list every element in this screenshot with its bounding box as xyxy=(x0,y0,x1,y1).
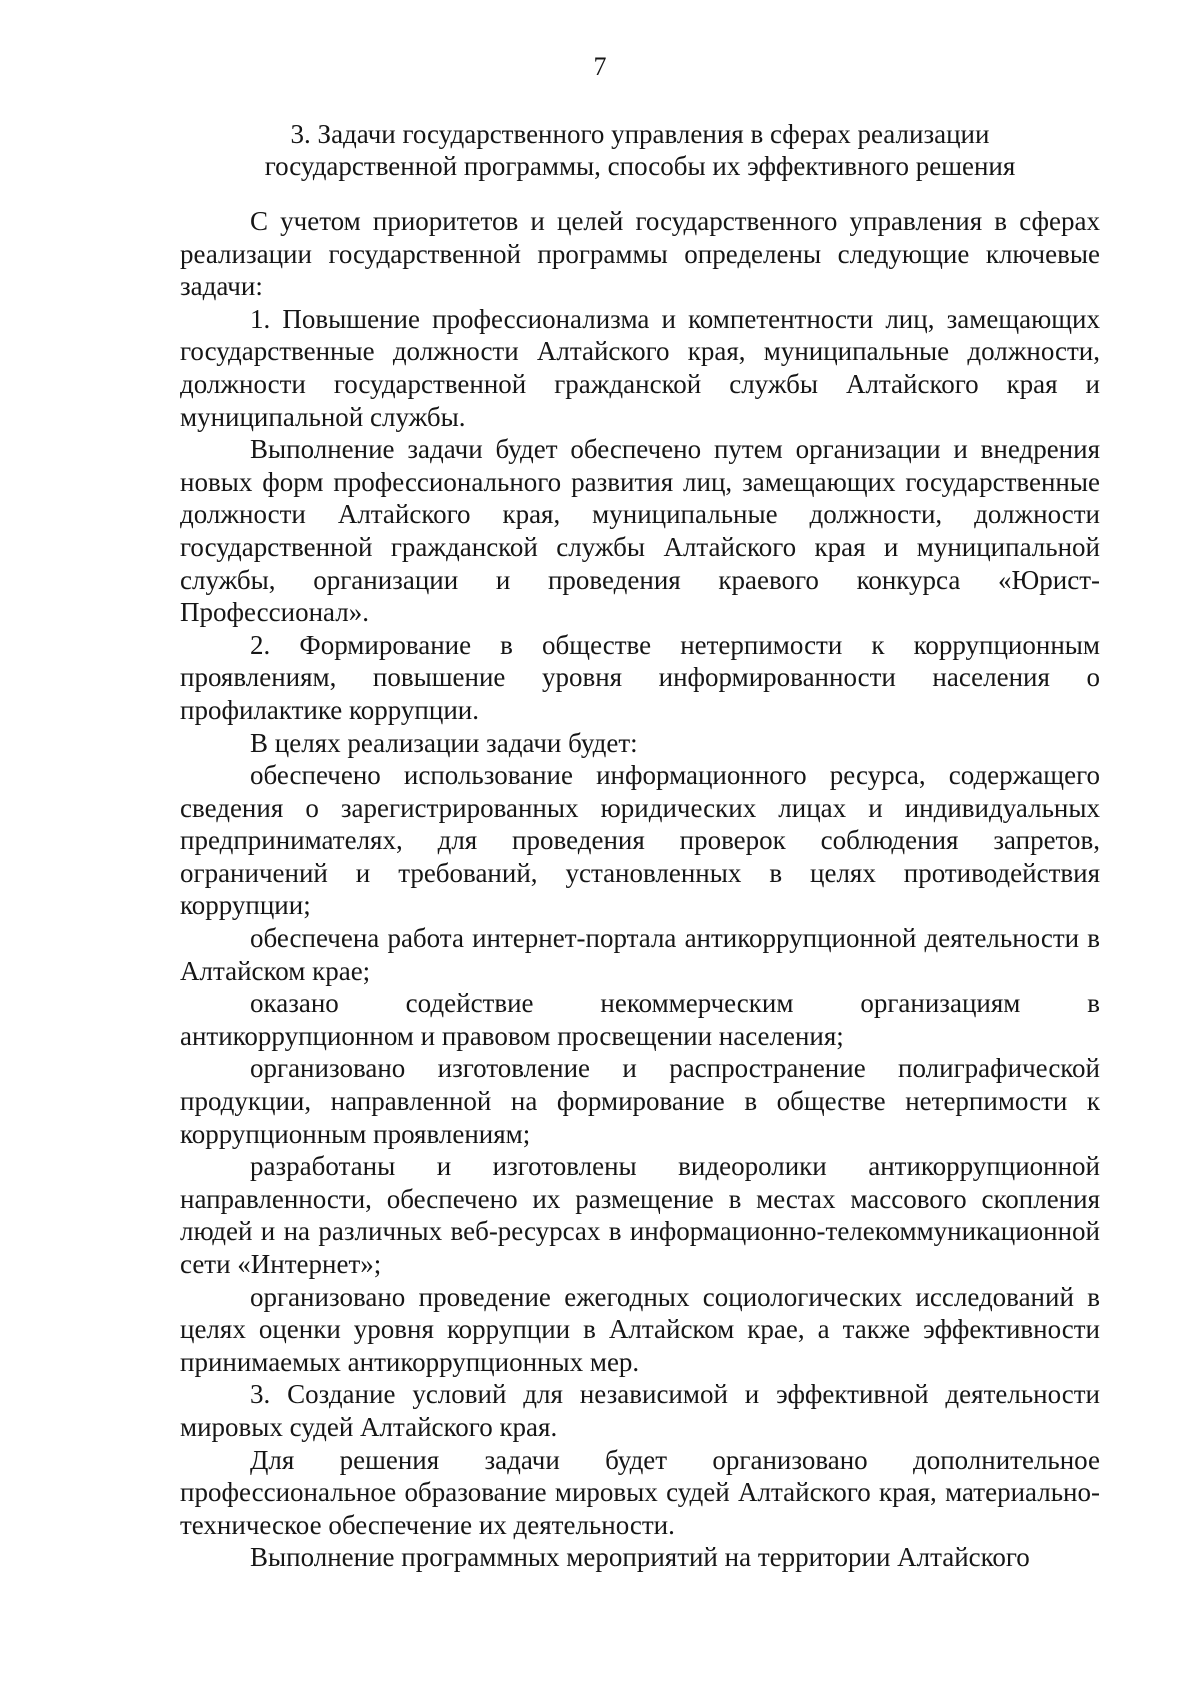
body-text xyxy=(180,205,1100,1574)
paragraph: Выполнение задачи будет обеспечено путем организации и внедрения новых форм профессионального развития лиц, замещающих государственные должности Алтайского края, муниципальные должности, должности государственной гражданской службы Алтайского края и муниципальной службы, организации и проведения краевого конкурса «Юрист-Профессионал». xyxy=(180,434,1100,628)
list-item: обеспечено использование информационного ресурса, содержащего сведения о зарегистрированных юридических лицах и индивидуальных предпринимателях, для проведения проверок соблюдения запретов, ограничений и требований, установленных в целях противодействия коррупции; xyxy=(180,760,1100,921)
page-number: 7 xyxy=(593,52,607,81)
paragraph-task-1: 1. Повышение профессионализма и компетентности лиц, замещающих государственные должности Алтайского края, муниципальные должности, должности государственной гражданской службы Алтайского края и муниципальной службы. xyxy=(180,303,1100,432)
list-item: организовано проведение ежегодных социологических исследований в целях оценки уровня коррупции в Алтайском крае, а также эффективности принимаемых антикоррупционных мер. xyxy=(180,1281,1100,1377)
paragraph: Для решения задачи будет организовано дополнительное профессиональное образование мировых судей Алтайского края, материально-техническое обеспечение их деятельности. xyxy=(180,1444,1100,1540)
paragraph-continued: Выполнение программных мероприятий на территории Алтайского xyxy=(250,1542,1030,1573)
section-heading-line-2: государственной программы, способы их эффективного решения xyxy=(264,151,1016,181)
list-item: оказано содействие некоммерческим организациям в антикоррупционном и правовом просвещении населения; xyxy=(180,988,1100,1051)
list-item: разработаны и изготовлены видеоролики антикоррупционной направленности, обеспечено их размещение в местах массового скопления людей и на различных веб-ресурсах в информационно-телекоммуникационной сети «Интернет»; xyxy=(180,1151,1100,1279)
section-heading-line-1: 3. Задачи государственного управления в сферах реализации xyxy=(290,119,990,149)
paragraph-task-3: 3. Создание условий для независимой и эффективной деятельности мировых судей Алтайского края. xyxy=(180,1379,1100,1442)
list-item: обеспечена работа интернет-портала антикоррупционной деятельности в Алтайском крае; xyxy=(180,923,1100,986)
section-heading xyxy=(180,118,1100,182)
paragraph-task-2: 2. Формирование в обществе нетерпимости к коррупционным проявлениям, повышение уровня информированности населения о профилактике коррупции. xyxy=(180,629,1100,725)
paragraph-intro: С учетом приоритетов и целей государственного управления в сферах реализации государственной программы определены следующие ключевые задачи: xyxy=(180,206,1100,302)
list-item: организовано изготовление и распространение полиграфической продукции, направленной на формирование в обществе нетерпимости к коррупционным проявлениям; xyxy=(180,1053,1100,1149)
paragraph: В целях реализации задачи будет: xyxy=(250,727,638,758)
